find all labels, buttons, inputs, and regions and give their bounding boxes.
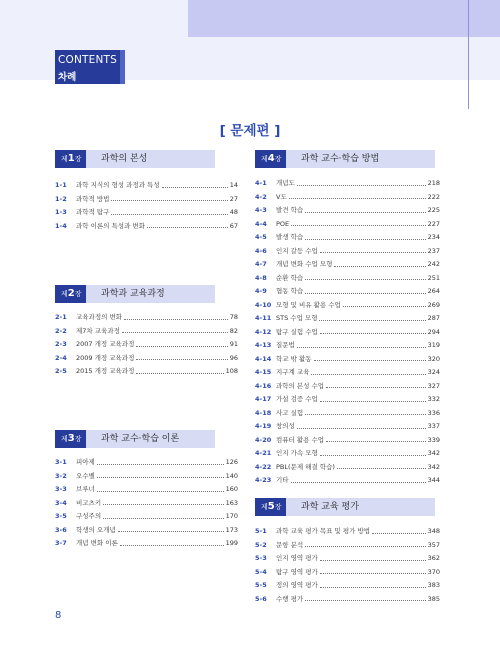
toc-entry[interactable] — [255, 191, 440, 205]
toc-entry-title: 오수벨 — [76, 471, 95, 480]
toc-entry-number: 4-12 — [255, 327, 272, 336]
toc-entry-page: 227 — [427, 219, 440, 228]
toc-leader-dots — [103, 504, 223, 505]
toc-leader-dots — [289, 198, 426, 199]
toc-entry[interactable] — [255, 204, 440, 218]
toc-entry-number: 2-2 — [55, 326, 67, 335]
toc-entry-title: 제7차 교육과정 — [76, 326, 120, 335]
toc-leader-dots — [111, 214, 227, 215]
toc-entry-number: 3-7 — [55, 539, 67, 547]
contents-label-box — [55, 50, 120, 84]
toc-entry-page: 163 — [225, 498, 238, 507]
toc-entry-title: 순환 학습 — [276, 273, 304, 282]
toc-entry-title: 기타 — [276, 476, 289, 484]
toc-entry-title: 2009 개정 교육과정 — [76, 353, 135, 362]
toc-entry-page: 339 — [427, 435, 440, 444]
toc-entry[interactable] — [255, 245, 440, 259]
toc-entry-number: 4-10 — [255, 300, 272, 309]
toc-entry-page: 320 — [427, 354, 440, 363]
toc-entry-page: 337 — [427, 422, 440, 430]
toc-entry[interactable] — [255, 407, 440, 421]
toc-entry-number: 4-6 — [255, 246, 267, 255]
toc-entry-title: PBL(문제 해결 학습) — [276, 462, 335, 471]
toc-leader-dots — [97, 464, 224, 465]
toc-entry-page: 199 — [225, 539, 238, 547]
toc-leader-dots — [326, 387, 425, 388]
toc-entry-title: 질문법 — [276, 341, 295, 349]
chapter-badge: 제5장 — [255, 498, 286, 516]
toc-entry-page: 170 — [225, 512, 238, 520]
part-title: [ 문제편 ] — [219, 123, 281, 139]
toc-entry[interactable] — [255, 461, 440, 475]
toc-leader-dots — [297, 185, 426, 186]
header-band-accent — [188, 0, 500, 37]
toc-entry-number: 5-3 — [255, 554, 267, 562]
toc-leader-dots — [147, 227, 228, 228]
toc-entry-page: 67 — [229, 221, 238, 230]
toc-entry-title: 문항 분석 — [276, 540, 304, 549]
toc-entry[interactable] — [255, 525, 440, 539]
toc-leader-dots — [136, 373, 223, 374]
toc-entry-page: 140 — [225, 471, 238, 480]
toc-entry-title: 인지 가속 모형 — [276, 449, 318, 457]
toc-entry-title: 과학 지식의 형성 과정과 특성 — [76, 181, 160, 189]
toc-entry-number: 1-2 — [55, 194, 67, 203]
toc-leader-dots — [320, 455, 426, 456]
toc-entry[interactable] — [255, 366, 440, 380]
toc-entry[interactable] — [255, 393, 440, 407]
toc-entry[interactable] — [55, 325, 238, 339]
toc-entry-number: 4-3 — [255, 206, 267, 214]
contents-label-en: CONTENTS — [58, 54, 118, 66]
chapter-1-list — [55, 179, 238, 233]
toc-entry[interactable] — [255, 593, 440, 607]
toc-entry-number: 4-15 — [255, 368, 272, 376]
toc-leader-dots — [320, 573, 426, 574]
toc-entry[interactable] — [255, 326, 440, 340]
toc-entry[interactable] — [255, 539, 440, 553]
toc-leader-dots — [111, 200, 227, 201]
toc-leader-dots — [337, 468, 426, 469]
toc-leader-dots — [103, 518, 223, 519]
toc-entry-page: 222 — [427, 192, 440, 201]
chapter-title: 과학 교수·학습 방법 — [301, 154, 380, 164]
chapter-badge: 제4장 — [255, 150, 286, 168]
toc-leader-dots — [97, 491, 224, 492]
toc-entry[interactable] — [255, 420, 440, 434]
toc-entry-page: 294 — [427, 327, 440, 336]
toc-entry-number: 1-1 — [55, 181, 67, 189]
toc-entry-number: 4-8 — [255, 273, 267, 282]
toc-entry-number: 4-23 — [255, 476, 272, 484]
toc-entry[interactable] — [255, 299, 440, 313]
toc-entry-page: 348 — [427, 527, 440, 535]
toc-entry[interactable] — [55, 483, 238, 497]
toc-entry-number: 4-14 — [255, 354, 272, 363]
toc-entry[interactable] — [55, 193, 238, 207]
toc-entry[interactable] — [255, 312, 440, 326]
toc-entry-page: 362 — [427, 554, 440, 562]
toc-leader-dots — [97, 477, 224, 478]
toc-entry-number: 4-21 — [255, 449, 272, 457]
toc-entry-page: 342 — [427, 462, 440, 471]
toc-entry-number: 5-2 — [255, 540, 267, 549]
chapter-badge: 제2장 — [55, 285, 86, 303]
toc-entry[interactable] — [255, 566, 440, 580]
toc-entry-title: 학생의 오개념 — [76, 525, 116, 534]
toc-leader-dots — [136, 346, 227, 347]
toc-entry-number: 1-3 — [55, 208, 67, 216]
chapter-2-list — [55, 311, 238, 379]
toc-entry[interactable] — [55, 311, 238, 325]
toc-entry-title: 2007 개정 교육과정 — [76, 340, 135, 348]
toc-entry-page: 327 — [427, 381, 440, 390]
toc-entry-number: 4-1 — [255, 179, 267, 187]
toc-entry[interactable] — [255, 434, 440, 448]
toc-entry-number: 2-3 — [55, 340, 67, 348]
toc-entry[interactable] — [255, 380, 440, 394]
toc-leader-dots — [334, 266, 425, 267]
toc-entry-number: 4-2 — [255, 192, 267, 201]
contents-label-stripe — [120, 50, 125, 84]
toc-entry-number: 4-11 — [255, 314, 272, 322]
toc-leader-dots — [305, 239, 425, 240]
toc-leader-dots — [162, 187, 228, 188]
toc-leader-dots — [320, 252, 426, 253]
toc-entry-number: 4-20 — [255, 435, 272, 444]
toc-entry-page: 385 — [427, 594, 440, 603]
toc-leader-dots — [291, 225, 425, 226]
toc-entry-page: 287 — [427, 314, 440, 322]
toc-entry-page: 237 — [427, 246, 440, 255]
toc-entry-title: 개념 변화 수업 모형 — [276, 260, 333, 268]
toc-entry[interactable] — [255, 218, 440, 232]
toc-entry-title: 협동 학습 — [276, 287, 304, 295]
toc-entry[interactable] — [255, 272, 440, 286]
chapter-5-list — [255, 525, 440, 606]
toc-entry-title: 발견 학습 — [276, 206, 304, 214]
toc-entry-page: 108 — [225, 367, 238, 375]
toc-leader-dots — [305, 293, 425, 294]
toc-entry-title: 수행 평가 — [276, 594, 304, 603]
toc-entry-page: 173 — [225, 525, 238, 534]
toc-entry-title: 탐구 영역 평가 — [276, 567, 318, 576]
contents-label-ko: 차례 — [58, 72, 77, 83]
toc-entry-title: 교육과정의 변화 — [76, 313, 123, 321]
toc-entry-number: 3-3 — [55, 485, 67, 493]
chapter-badge: 제3장 — [55, 430, 86, 448]
toc-entry-title: 정의 영역 평가 — [276, 581, 318, 589]
toc-entry-title: 과학의 본성 수업 — [276, 381, 325, 390]
toc-entry-page: 78 — [229, 313, 238, 321]
chapter-title: 과학의 본성 — [101, 154, 148, 164]
toc-entry[interactable] — [55, 456, 238, 470]
toc-leader-dots — [320, 587, 426, 588]
toc-leader-dots — [343, 306, 426, 307]
toc-entry-page: 82 — [229, 326, 238, 335]
toc-entry-number: 4-19 — [255, 422, 272, 430]
toc-entry-number: 4-9 — [255, 287, 267, 295]
toc-entry-number: 5-5 — [255, 581, 267, 589]
toc-leader-dots — [305, 414, 425, 415]
chapter-4-list — [255, 177, 440, 488]
toc-entry[interactable] — [55, 338, 238, 352]
toc-entry-page: 126 — [225, 458, 238, 466]
chapter-4-header[interactable] — [255, 150, 435, 168]
toc-entry-page: 96 — [229, 353, 238, 362]
toc-entry-number: 2-1 — [55, 313, 67, 321]
toc-entry-page: 264 — [427, 287, 440, 295]
toc-entry[interactable] — [55, 510, 238, 524]
toc-entry-title: 비고츠키 — [76, 498, 102, 507]
toc-leader-dots — [297, 428, 426, 429]
toc-entry-page: 218 — [427, 179, 440, 187]
toc-entry-number: 5-1 — [255, 527, 267, 535]
toc-entry-number: 4-4 — [255, 219, 267, 228]
toc-leader-dots — [326, 441, 425, 442]
toc-entry-page: 336 — [427, 408, 440, 417]
toc-entry-page: 14 — [229, 181, 238, 189]
toc-entry-number: 1-4 — [55, 221, 67, 230]
toc-leader-dots — [118, 531, 224, 532]
toc-entry[interactable] — [55, 179, 238, 193]
toc-leader-dots — [120, 545, 224, 546]
toc-entry-page: 342 — [427, 449, 440, 457]
toc-entry-page: 251 — [427, 273, 440, 282]
toc-leader-dots — [320, 560, 426, 561]
toc-entry[interactable] — [255, 285, 440, 299]
toc-leader-dots — [305, 212, 425, 213]
toc-entry-page: 357 — [427, 540, 440, 549]
toc-entry-title: 컴퓨터 활용 수업 — [276, 435, 325, 444]
toc-entry-number: 3-5 — [55, 512, 67, 520]
toc-entry-page: 269 — [427, 300, 440, 309]
toc-entry-title: 과학 교육 평가 목표 및 평가 방법 — [276, 527, 371, 535]
toc-entry-title: 개념 변화 이론 — [76, 539, 118, 547]
toc-leader-dots — [372, 533, 426, 534]
toc-entry[interactable] — [255, 231, 440, 245]
toc-entry[interactable] — [55, 352, 238, 366]
toc-entry-title: 가설 검증 수업 — [276, 395, 318, 403]
toc-entry-number: 5-4 — [255, 567, 267, 576]
toc-entry-page: 370 — [427, 567, 440, 576]
toc-entry-number: 4-5 — [255, 233, 267, 241]
toc-entry-title: 탐구 실험 수업 — [276, 327, 318, 336]
toc-entry-number: 3-6 — [55, 525, 67, 534]
toc-leader-dots — [305, 546, 425, 547]
toc-entry-title: 인지 영역 평가 — [276, 554, 318, 562]
toc-entry-page: 160 — [225, 485, 238, 493]
toc-entry[interactable] — [55, 220, 238, 234]
toc-leader-dots — [136, 359, 227, 360]
toc-entry[interactable] — [255, 552, 440, 566]
toc-entry[interactable] — [55, 206, 238, 220]
toc-entry-title: 과학 이론의 특성과 변화 — [76, 221, 145, 230]
toc-entry[interactable] — [55, 470, 238, 484]
toc-entry-page: 234 — [427, 233, 440, 241]
chapter-1-header[interactable] — [55, 150, 215, 168]
toc-entry-title: 사고 실험 — [276, 408, 304, 417]
toc-entry-title: 지구계 교육 — [276, 368, 310, 376]
toc-entry-page: 319 — [427, 341, 440, 349]
toc-entry-page: 27 — [229, 194, 238, 203]
toc-entry-number: 4-16 — [255, 381, 272, 390]
toc-leader-dots — [124, 319, 228, 320]
chapter-3-list — [55, 456, 238, 551]
toc-entry-page: 48 — [229, 208, 238, 216]
toc-entry-number: 4-7 — [255, 260, 267, 268]
toc-entry[interactable] — [55, 365, 238, 379]
toc-entry-number: 4-22 — [255, 462, 272, 471]
toc-entry-page: 383 — [427, 581, 440, 589]
toc-leader-dots — [305, 600, 425, 601]
toc-leader-dots — [122, 332, 228, 333]
toc-entry-page: 324 — [427, 368, 440, 376]
toc-entry[interactable] — [55, 497, 238, 511]
toc-entry-title: 모형 및 비유 활용 수업 — [276, 300, 341, 309]
toc-entry-title: 발생 학습 — [276, 233, 304, 241]
toc-leader-dots — [320, 333, 426, 334]
toc-entry-number: 3-1 — [55, 458, 67, 466]
chapter-title: 과학 교육 평가 — [301, 502, 359, 512]
chapter-title: 과학과 교육과정 — [101, 289, 165, 299]
toc-entry[interactable] — [255, 579, 440, 593]
toc-entry-title: 피아제 — [76, 458, 95, 466]
toc-entry[interactable] — [255, 258, 440, 272]
toc-leader-dots — [291, 482, 426, 483]
toc-entry-number: 4-18 — [255, 408, 272, 417]
page-number: 8 — [55, 610, 62, 621]
toc-entry-number: 2-5 — [55, 367, 67, 375]
toc-entry-number: 5-6 — [255, 594, 267, 603]
toc-entry-title: 구성주의 — [76, 512, 102, 520]
toc-entry-title: 과학적 탐구 — [76, 208, 110, 216]
toc-entry[interactable] — [255, 177, 440, 191]
toc-entry[interactable] — [255, 447, 440, 461]
chapter-title: 과학 교수·학습 이론 — [101, 434, 180, 444]
toc-leader-dots — [297, 347, 426, 348]
toc-entry[interactable] — [255, 339, 440, 353]
toc-entry-title: 학교 밖 활동 — [276, 354, 312, 363]
toc-entry-title: POE — [276, 219, 290, 228]
toc-entry-number: 4-13 — [255, 341, 272, 349]
toc-entry-title: STS 수업 모형 — [276, 314, 318, 322]
toc-entry-number: 3-4 — [55, 498, 67, 507]
toc-entry[interactable] — [255, 353, 440, 367]
toc-entry-title: 2015 개정 교육과정 — [76, 367, 135, 375]
toc-entry-page: 332 — [427, 395, 440, 403]
toc-entry-title: 창의성 — [276, 422, 295, 430]
toc-entry-title: 개념도 — [276, 179, 295, 187]
toc-entry-title: 인지 갈등 수업 — [276, 246, 318, 255]
toc-leader-dots — [311, 374, 425, 375]
corner-guide-line — [468, 0, 469, 109]
chapter-5-header[interactable] — [255, 498, 435, 516]
toc-leader-dots — [314, 360, 426, 361]
toc-entry-number: 3-2 — [55, 471, 67, 480]
toc-entry-page: 344 — [427, 476, 440, 484]
toc-entry-number: 2-4 — [55, 353, 67, 362]
chapter-2-header[interactable] — [55, 285, 215, 303]
toc-entry-page: 242 — [427, 260, 440, 268]
toc-entry-page: 91 — [229, 340, 238, 348]
toc-leader-dots — [319, 320, 425, 321]
toc-entry-title: V도 — [276, 192, 287, 201]
chapter-badge: 제1장 — [55, 150, 86, 168]
toc-entry-title: 브루너 — [76, 485, 95, 493]
toc-entry-number: 4-17 — [255, 395, 272, 403]
toc-entry[interactable] — [55, 524, 238, 538]
toc-leader-dots — [305, 279, 425, 280]
toc-entry-title: 과학적 방법 — [76, 194, 110, 203]
chapter-3-header[interactable] — [55, 430, 215, 448]
toc-leader-dots — [320, 401, 426, 402]
toc-entry-page: 225 — [427, 206, 440, 214]
toc-entry[interactable] — [255, 474, 440, 488]
toc-entry[interactable] — [55, 537, 238, 551]
